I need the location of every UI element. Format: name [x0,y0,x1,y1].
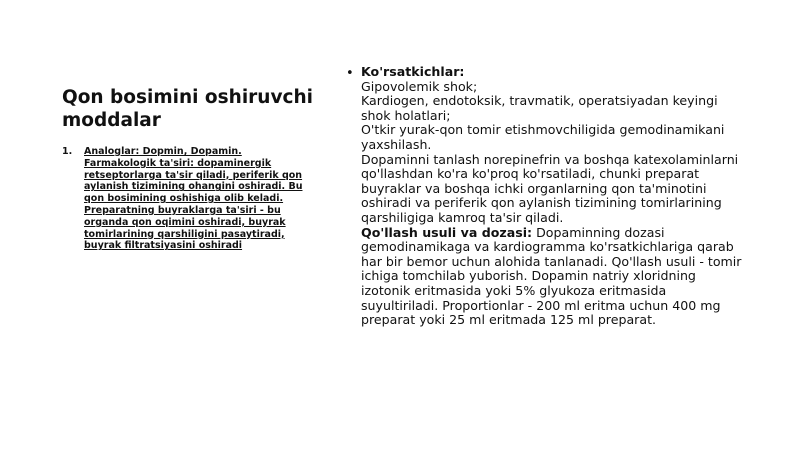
bullet-icon: • [346,66,354,81]
indication-line: Gipovolemik shok; [361,78,478,94]
list-item-text: Analoglar: Dopmin, Dopamin. Farmakologik ta'siri: dopaminergik retseptorlarga ta'sir qiladi, periferik qon aylanish tizimining ohangini oshiradi. Bu qon bosimining oshishiga olib keladi. Preparatning buyraklarga ta'siri - bu organda qon oqimini oshiradi, buyrak tomirlarining qarshiligini pasaytiradi, buyrak filtratsiyasini oshiradi [84,146,303,252]
indication-line: Dopaminni tanlash norepinefrin va boshqa katexolaminlarni qo'llashdan ko'ra ko'proq ko'rsatiladi, chunki preparat buyraklar va boshqa ichki organlarning qon ta'minotini oshiradi va periferik qon aylanish tizimining tomirlarining qarshiligiga kamroq ta'sir qiladi. [361,151,739,225]
indication-line: O'tkir yurak-qon tomir etishmovchiligida gemodinamikani yaxshilash. [361,122,725,152]
dosage-paragraph [361,226,746,328]
list-item-number: 1. [62,146,73,157]
dosage-text: Dopaminning dozasi gemodinamikaga va kardiogramma ko'rsatkichlariga qarab har bir bemor uchun alohida tanlanadi. Qo'llash usuli - tomir ichiga tomchilab yuborish. Dopamin natriy xloridning izotonik eritmasida yoki 5% glyukoza eritmasida suyultiriladi. Proportionlar - 200 ml eritma uchun 400 mg preparat yoki 25 ml eritmada 125 ml preparat. [361,224,742,328]
dosage-heading: Qo'llash usuli va dozasi: [361,224,533,240]
bullet-item [346,65,746,328]
left-column [62,86,314,252]
numbered-list [62,146,314,252]
list-item [62,146,314,252]
indications-heading: Ko'rsatkichlar: [361,64,465,79]
slide-title: Qon bosimini oshiruvchi moddalar [62,87,313,131]
right-column [346,65,746,328]
indication-line: Kardiogen, endotoksik, travmatik, operatsiyadan keyingi shok holatlari; [361,93,718,123]
